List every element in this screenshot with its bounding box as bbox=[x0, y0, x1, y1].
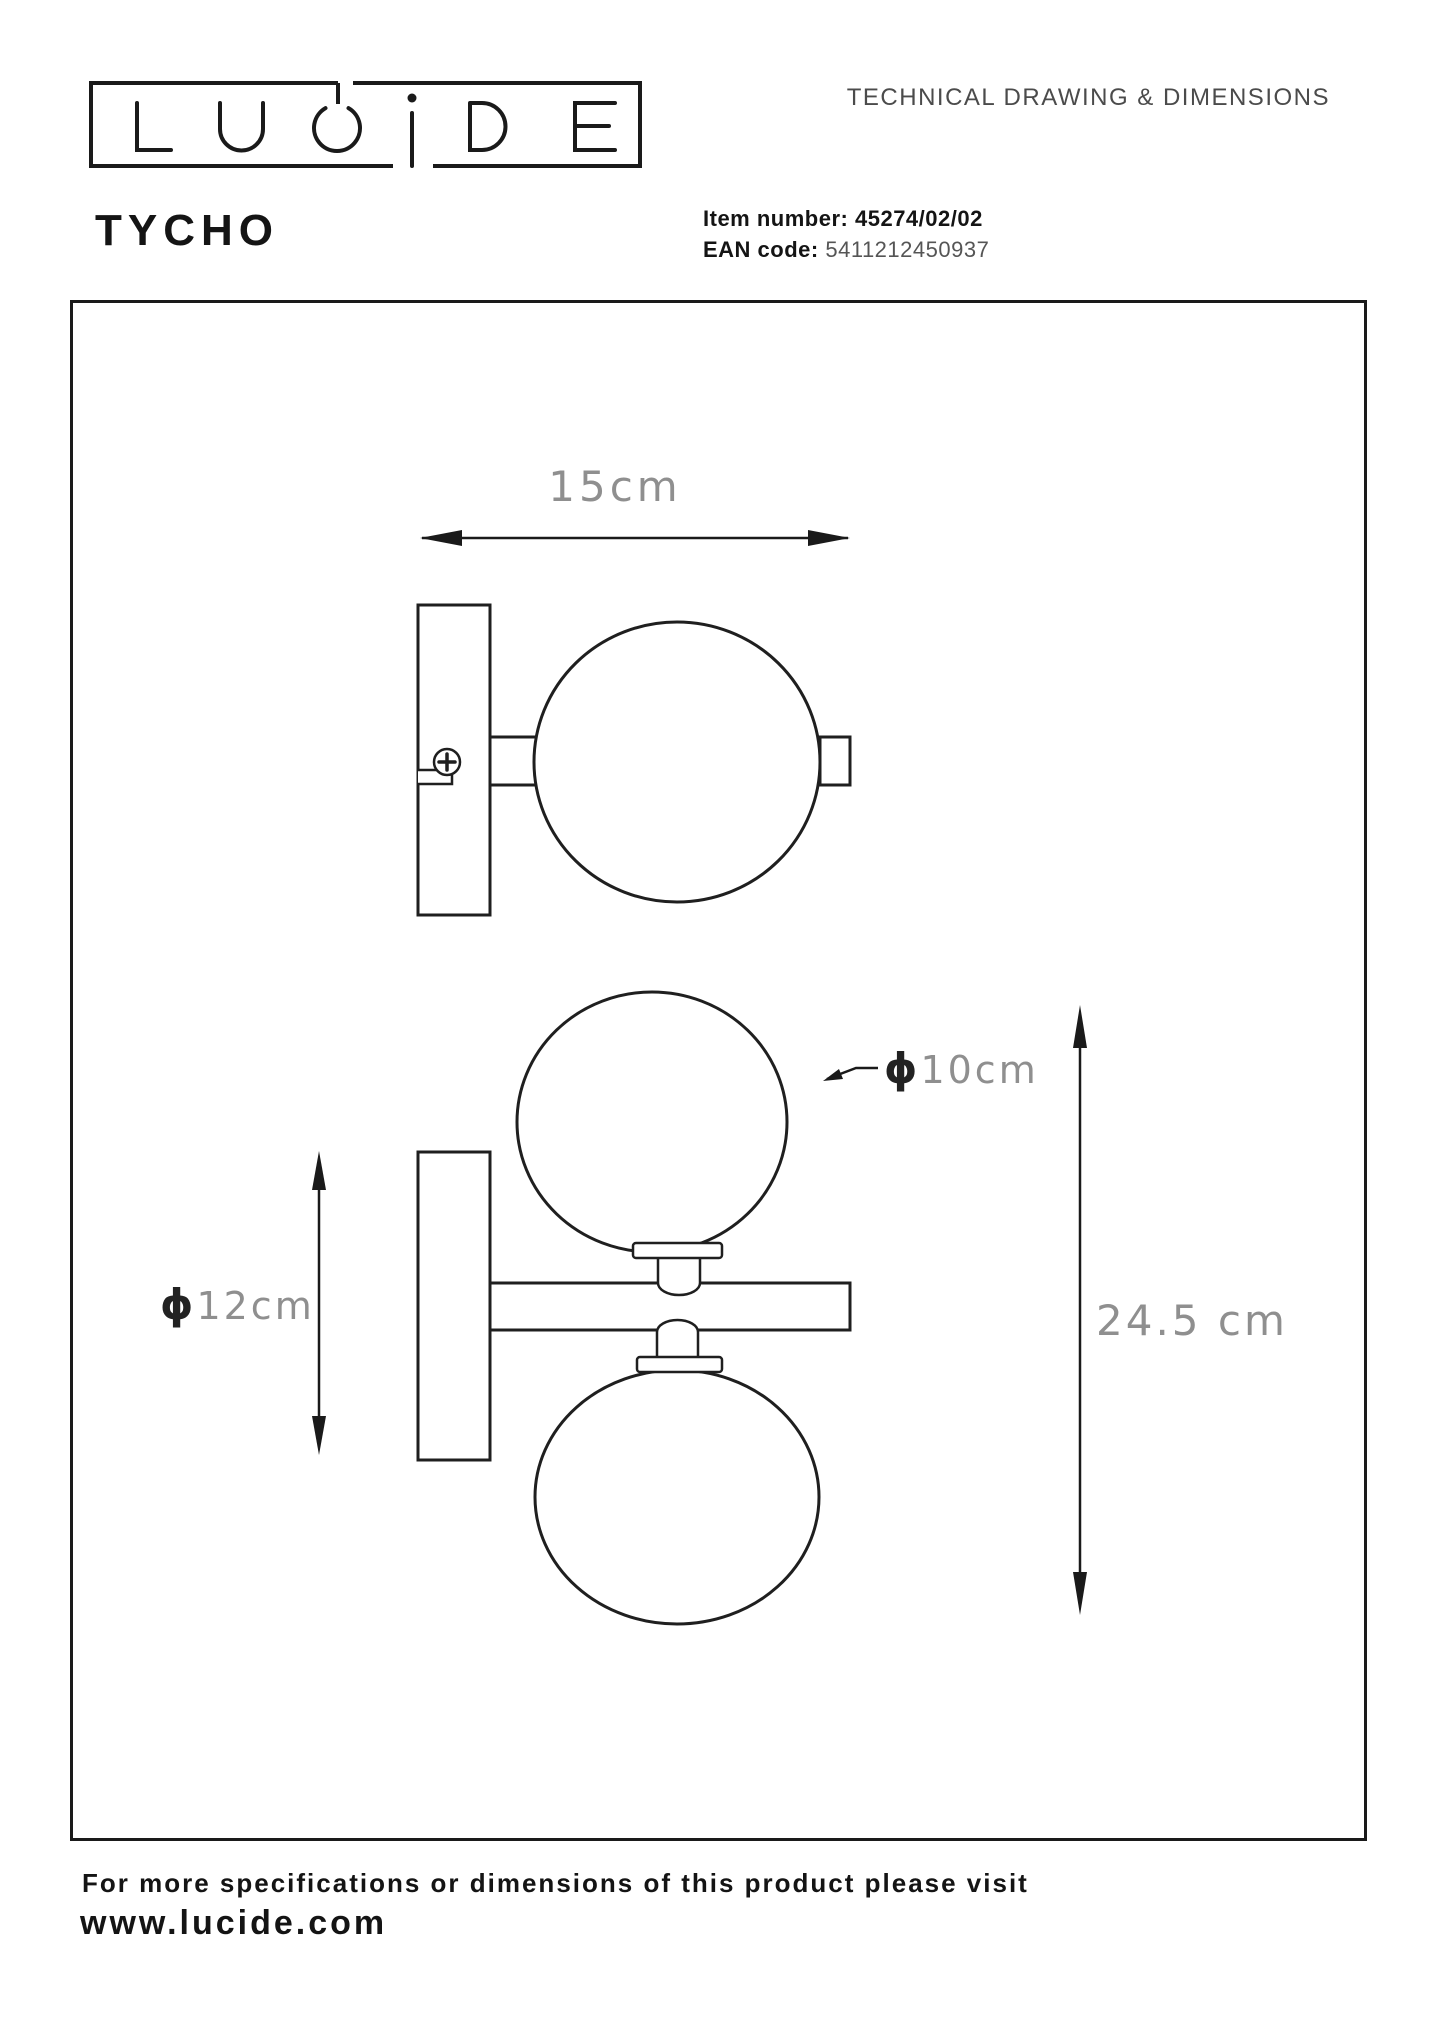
logo-letter-C bbox=[314, 108, 360, 151]
leader-line-10cm bbox=[823, 1068, 878, 1081]
dimension-label-globe bbox=[884, 1044, 1039, 1093]
arrowhead-up-icon bbox=[312, 1151, 326, 1190]
footer-website-link[interactable]: www.lucide.com bbox=[80, 1904, 388, 1942]
logo-letter-L bbox=[137, 103, 171, 150]
logo-letter-i-dot bbox=[408, 94, 417, 103]
technical-drawing bbox=[70, 300, 1370, 1842]
dimension-arrow-245cm bbox=[1073, 1005, 1087, 1615]
arrowhead-down-icon bbox=[312, 1416, 326, 1455]
upper-globe bbox=[517, 992, 787, 1252]
ean-code-line bbox=[703, 237, 989, 263]
logo-letter-U bbox=[220, 103, 263, 151]
item-number-value: 45274/02/02 bbox=[854, 206, 983, 231]
ean-code-value: 5411212450937 bbox=[825, 237, 990, 262]
side-view bbox=[418, 530, 850, 915]
logo-box-outline bbox=[91, 83, 640, 166]
diameter-symbol: ϕ bbox=[884, 1044, 921, 1093]
arrowhead-up-icon bbox=[1073, 1005, 1087, 1048]
arrowhead-left-icon bbox=[420, 530, 462, 546]
arrowhead-leader-icon bbox=[823, 1069, 843, 1081]
product-name: TYCHO bbox=[95, 206, 279, 255]
arrowhead-down-icon bbox=[1073, 1572, 1087, 1615]
logo-letter-D bbox=[470, 103, 505, 150]
lower-collar bbox=[637, 1357, 722, 1372]
screw-icon bbox=[434, 749, 460, 775]
item-number-label: Item number: bbox=[703, 206, 849, 231]
document-title: TECHNICAL DRAWING & DIMENSIONS bbox=[846, 84, 1330, 111]
wall-plate-front bbox=[418, 1152, 490, 1460]
lucide-logo bbox=[85, 75, 665, 185]
globe-side bbox=[534, 622, 820, 902]
ean-code-label: EAN code: bbox=[703, 237, 819, 262]
dimension-label-width: 15cm bbox=[548, 462, 682, 511]
globe-stub-side bbox=[820, 737, 850, 785]
dimension-label-plate-value: 12cm bbox=[196, 1284, 315, 1328]
diameter-symbol: ϕ bbox=[160, 1280, 197, 1329]
dimension-label-globe-value: 10cm bbox=[920, 1048, 1039, 1092]
logo-letters bbox=[137, 94, 615, 167]
footer-note: For more specifications or dimensions of this product please visit bbox=[82, 1868, 1029, 1898]
lower-neck bbox=[657, 1320, 698, 1357]
upper-collar bbox=[633, 1243, 722, 1258]
lower-globe bbox=[535, 1370, 819, 1624]
mount-arm-side bbox=[490, 737, 540, 785]
dimension-label-plate bbox=[160, 1280, 315, 1329]
arrowhead-right-icon bbox=[808, 530, 850, 546]
dimension-arrow-15cm bbox=[420, 530, 850, 546]
dimension-label-height: 24.5 cm bbox=[1096, 1296, 1288, 1345]
upper-neck bbox=[658, 1257, 700, 1295]
logo-letter-E bbox=[575, 103, 615, 150]
item-number-line bbox=[703, 206, 983, 232]
